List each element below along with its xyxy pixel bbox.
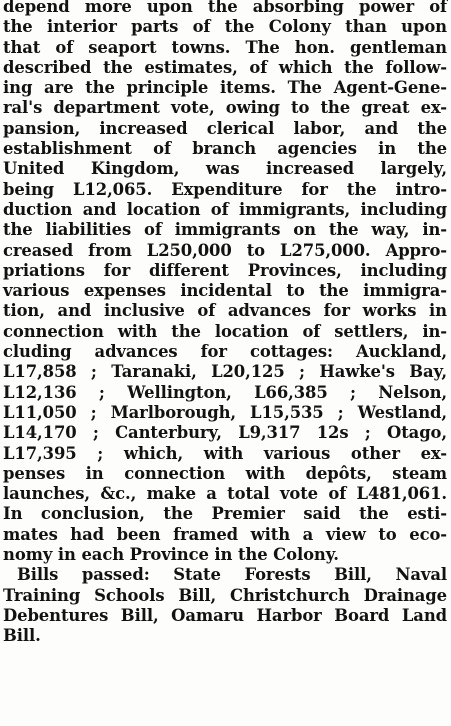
- paragraph-estimates: [3, 0, 447, 565]
- text-line: cluding advances for cottages: Auckland,: [3, 342, 447, 362]
- article-column: [3, 0, 447, 647]
- paragraph-bills-passed: [3, 565, 447, 646]
- text-line: being L12,065. Expenditure for the intro-: [3, 179, 447, 199]
- text-line: L11,050 ; Marlborough, L15,535 ; Westland,: [3, 402, 447, 422]
- text-line: priations for different Provinces, including: [3, 260, 447, 280]
- text-line: depend more upon the absorbing power of: [3, 0, 447, 16]
- text-line: nomy in each Province in the Colony.: [3, 545, 339, 565]
- text-line: Training Schools Bill, Christchurch Drainage: [3, 585, 447, 605]
- text-line: tion, and inclusive of advances for works in: [3, 301, 447, 321]
- text-line: United Kingdom, was increased largely,: [3, 159, 447, 179]
- text-line: connection with the location of settlers, in-: [3, 321, 447, 341]
- text-line: Debentures Bill, Oamaru Harbor Board Land: [3, 605, 447, 625]
- text-line: L17,395 ; which, with various other ex-: [3, 443, 447, 463]
- text-line: various expenses incidental to the immigra-: [3, 281, 447, 301]
- text-line: creased from L250,000 to L275,000. Appro-: [3, 240, 447, 260]
- text-line: L12,136 ; Wellington, L66,385 ; Nelson,: [3, 382, 447, 402]
- text-line: penses in connection with depôts, steam: [3, 463, 447, 483]
- text-line: mates had been framed with a view to eco-: [3, 524, 447, 544]
- text-line: L17,858 ; Taranaki, L20,125 ; Hawke's Bay,: [3, 362, 447, 382]
- text-line: Bills passed: State Forests Bill, Naval: [17, 565, 447, 585]
- text-line: In conclusion, the Premier said the esti-: [3, 504, 447, 524]
- text-line: duction and location of immigrants, including: [3, 199, 447, 219]
- text-line: the interior parts of the Colony than upon: [3, 17, 447, 37]
- text-line: launches, &c., make a total vote of L481,061.: [3, 484, 447, 504]
- text-line: ral's department vote, owing to the great ex-: [3, 98, 447, 118]
- text-line: that of seaport towns. The hon. gentleman: [3, 37, 447, 57]
- text-line: described the estimates, of which the follow-: [3, 57, 447, 77]
- text-line: pansion, increased clerical labor, and the: [3, 118, 447, 138]
- text-line: establishment of branch agencies in the: [3, 139, 447, 159]
- text-line: the liabilities of immigrants on the way, in-: [3, 220, 447, 240]
- text-line: L14,170 ; Canterbury, L9,317 12s ; Otago,: [3, 423, 447, 443]
- text-line: ing are the principle items. The Agent-Gene-: [3, 78, 447, 98]
- text-line: Bill.: [3, 626, 41, 646]
